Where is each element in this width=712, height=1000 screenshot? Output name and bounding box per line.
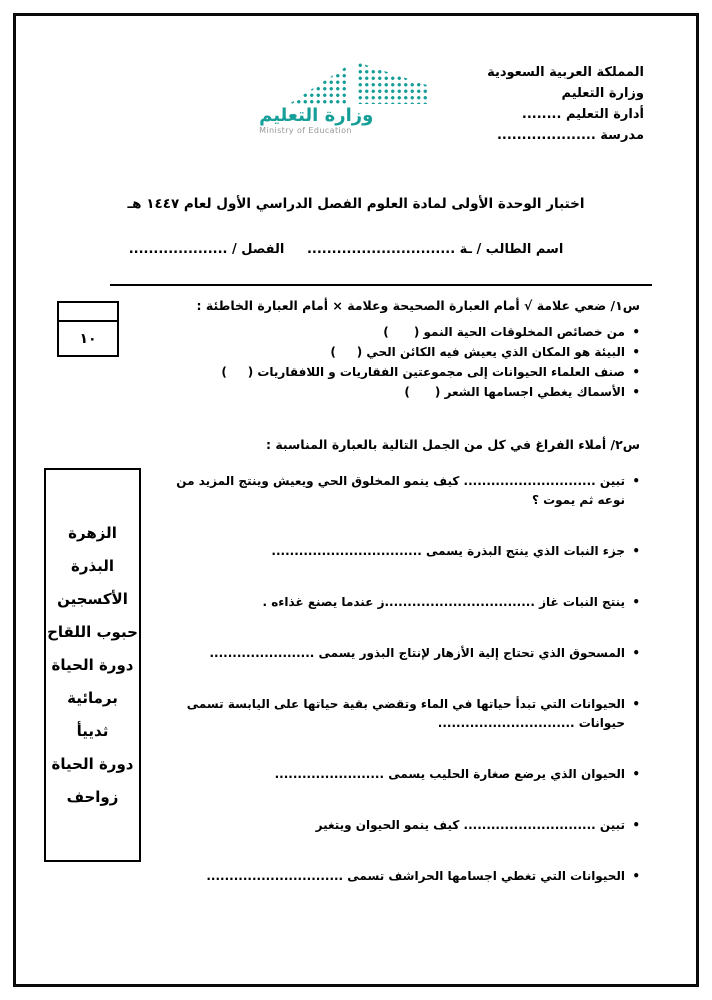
q1-heading: س١/ ضعي علامة √ أمام العبارة الصحيحة وعلامة × أمام العبارة الخاطئة : <box>196 298 640 313</box>
word-bank-item: برمائية <box>67 688 118 707</box>
word-bank-item: ثدييأ <box>76 721 109 740</box>
logo-subtitle: Ministry of Education <box>259 126 352 135</box>
ministry-logo <box>259 62 429 135</box>
header-line: وزارة التعليم <box>561 86 644 101</box>
word-bank-item: الأكسجين <box>57 589 128 608</box>
student-name-line: اسم الطالب / ـة .............................. الفصل / .................... <box>128 242 564 257</box>
word-bank <box>44 468 141 862</box>
score-box <box>57 301 119 357</box>
ministry-header-text <box>487 62 644 146</box>
word-bank-item: حبوب اللقاح <box>47 622 138 641</box>
q2-item: • الحيوان الذي يرضع صغارة الحليب يسمى ........................ <box>162 765 640 784</box>
q1-item: • الأسماك يغطي اجسامها الشعر ( ) <box>115 384 640 401</box>
q2-item: • الحيوانات التي تبدأ حياتها في الماء وتقضي بقية حياتها على اليابسة تسمى حيوانات .............................. <box>162 695 640 733</box>
q2-heading: س٢/ أملاء الفراغ في كل من الجمل التالية بالعبارة المناسبة : <box>265 437 640 452</box>
q2-item: • ينتج النبات غاز .................................ز عندما يصنع غذاءه . <box>162 593 640 612</box>
q1-item: • من خصائص المخلوقات الحية النمو ( ) <box>115 324 640 341</box>
question-2 <box>162 437 640 918</box>
word-bank-item: دورة الحياة <box>51 754 134 773</box>
word-bank-item: زواحف <box>66 787 119 806</box>
q2-item: • جزء النبات الذي ينتج البذرة يسمى ................................. <box>162 542 640 561</box>
q1-item: • صنف العلماء الحيوانات إلى مجموعتين الفقاريات و اللافقاريات ( ) <box>115 364 640 381</box>
section-divider <box>110 284 652 286</box>
logo-wordmark: وزارة التعليم <box>259 105 374 126</box>
q2-list <box>162 472 640 886</box>
q1-item: • البيئة هو المكان الذي يعيش فيه الكائن الحي ( ) <box>115 344 640 361</box>
header-line: المملكة العربية السعودية <box>487 65 644 80</box>
logo-dots-icon <box>289 64 427 106</box>
header <box>80 62 644 146</box>
exam-title: اختبار الوحدة الأولى لمادة العلوم الفصل الدراسي الأول لعام ١٤٤٧ هـ <box>127 196 585 212</box>
q2-item: • تبين ............................. كيف ينمو الحيوان ويتغير <box>162 816 640 835</box>
logo-dots-right <box>357 62 427 104</box>
word-bank-item: دورة الحياة <box>51 655 134 674</box>
q1-list <box>115 324 640 401</box>
question-1 <box>115 298 640 404</box>
q2-item: • الحيوانات التي تغطي اجسامها الحراشف تسمى .............................. <box>162 867 640 886</box>
word-bank-item: البذرة <box>70 556 115 575</box>
q2-item: • المسحوق الذي تحتاج إلية الأزهار لإنتاج البذور يسمى ....................... <box>162 644 640 663</box>
logo-dots-left <box>289 66 347 104</box>
header-line: أدارة التعليم ........ <box>521 107 644 122</box>
word-bank-item: الزهرة <box>68 523 117 542</box>
q2-item: • تبين ............................. كيف ينمو المخلوق الحي ويعيش وينتج المزيد من نوعه ثم يموت ؟ <box>162 472 640 510</box>
score-box-top-cell <box>59 303 117 322</box>
header-line: مدرسة .................... <box>496 128 644 143</box>
score-value: ١٠ <box>79 330 97 347</box>
